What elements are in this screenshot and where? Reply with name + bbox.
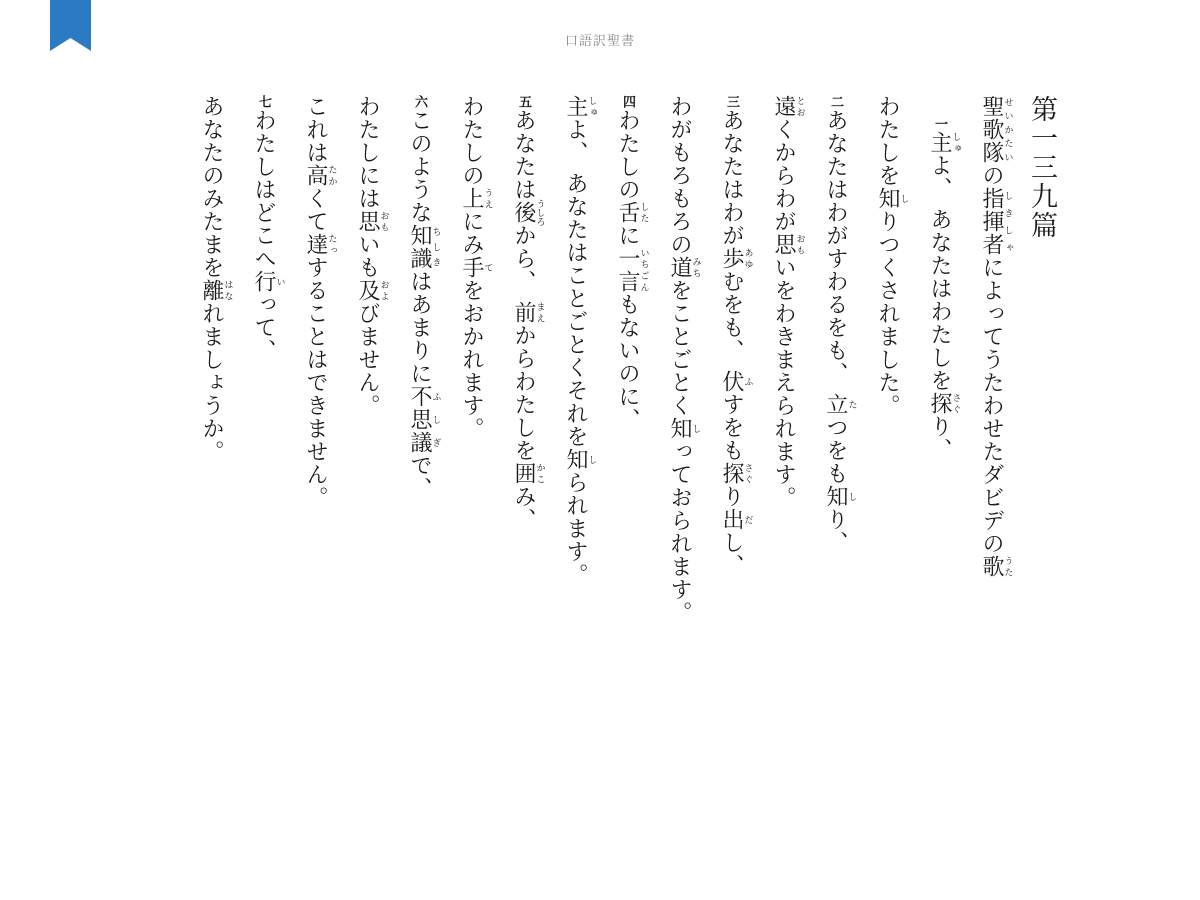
ruby-base: 探	[719, 462, 744, 485]
ruby-word	[511, 301, 545, 324]
text-run: あなたのみたまを	[199, 95, 224, 279]
ruby-word	[511, 199, 545, 226]
text-run: よ、 あなたはことごとくそれを	[563, 118, 588, 448]
furigana: い	[274, 270, 285, 293]
text-run: わたしはどこへ	[251, 109, 276, 270]
text-run: をことごとく	[667, 279, 692, 417]
ruby-base: 思	[355, 210, 380, 233]
text-run: によってうたわせたダビデの	[979, 256, 1004, 555]
ruby-word	[563, 95, 597, 118]
text-run: むをも、	[719, 270, 744, 370]
verse-line	[705, 95, 757, 815]
ruby-word	[719, 247, 753, 270]
text-run: わたしには	[355, 95, 380, 210]
furigana: し	[846, 485, 857, 508]
text-run: れましょうか。	[199, 302, 224, 463]
furigana: おも	[794, 233, 805, 256]
furigana: て	[482, 256, 493, 279]
text-run: びません。	[355, 302, 380, 417]
furigana: ちしき	[430, 224, 441, 270]
text-run: つをも	[823, 416, 848, 485]
ruby-word	[251, 270, 285, 293]
text-run: はあまりに	[407, 270, 432, 385]
furigana: ふしぎ	[430, 385, 441, 454]
verse-line	[185, 95, 237, 815]
verse-line	[445, 95, 497, 815]
ruby-word	[667, 417, 701, 440]
verse-line	[393, 95, 445, 815]
furigana: たっ	[326, 233, 337, 256]
furigana: うた	[1002, 555, 1013, 578]
furigana: たか	[326, 164, 337, 187]
ruby-word	[823, 485, 857, 508]
ruby-base: 思	[771, 233, 796, 256]
ruby-base: 及	[355, 279, 380, 302]
ruby-base: 不思議	[407, 385, 432, 454]
ruby-base: 聖歌隊	[979, 95, 1004, 164]
verse-line	[237, 95, 289, 815]
furigana: いちごん	[638, 247, 649, 293]
ruby-base: 主	[563, 95, 588, 118]
verse-line	[861, 95, 913, 815]
ruby-word	[355, 210, 389, 233]
ruby-base: 立	[823, 393, 848, 416]
verse-line	[757, 95, 809, 815]
furigana: た	[846, 393, 857, 416]
verse-line	[289, 95, 341, 815]
ruby-base: 探	[927, 392, 952, 415]
text-run: み、	[511, 485, 536, 531]
ruby-base: 指揮者	[979, 187, 1004, 256]
furigana: さぐ	[950, 392, 961, 415]
ruby-base: 歩	[719, 247, 744, 270]
text-run: もないのに、	[615, 293, 640, 431]
verse-line	[601, 95, 653, 815]
text-run: することはできません。	[303, 256, 328, 509]
furigana: し	[898, 187, 909, 210]
furigana: とお	[794, 95, 805, 118]
verse-number: 七	[256, 95, 271, 109]
book-title: 口語訳聖書	[564, 34, 635, 49]
verse-number: 一	[932, 117, 947, 131]
ruby-base: 達	[303, 233, 328, 256]
verse-number: 四	[620, 95, 635, 109]
furigana: かこ	[534, 462, 545, 485]
verse-line	[341, 95, 393, 815]
text-run: わがもろもろの	[667, 95, 692, 256]
ruby-base: 手	[459, 256, 484, 279]
ruby-base: 遠	[771, 95, 796, 118]
text-run: っておられます。	[667, 440, 692, 624]
ruby-word	[927, 131, 961, 154]
ruby-base: 知	[667, 417, 692, 440]
ruby-word	[771, 95, 805, 118]
text-run: って、	[251, 293, 276, 362]
text-run: このような	[407, 109, 432, 224]
text-run: よ、 あなたはわたしを	[927, 154, 952, 392]
text-run: に	[615, 224, 640, 247]
text-run: あなたはわがすわるをも、	[823, 109, 848, 393]
furigana: しきしゃ	[1002, 187, 1013, 256]
ruby-base: 歌	[979, 555, 1004, 578]
verse-line	[549, 95, 601, 815]
ruby-word	[459, 187, 493, 210]
chapter-superscription	[965, 95, 1017, 815]
text-run: の	[979, 164, 1004, 187]
chapter-title: 第一三九篇	[1026, 95, 1057, 240]
ruby-word	[771, 233, 805, 256]
ruby-base: 伏	[719, 370, 744, 393]
ruby-base: 舌	[615, 201, 640, 224]
verse-number: 六	[412, 95, 427, 109]
furigana: うしろ	[534, 199, 545, 226]
ruby-word	[979, 187, 1013, 256]
text-run: にみ	[459, 210, 484, 256]
ruby-base: 知識	[407, 224, 432, 270]
ruby-word	[407, 385, 441, 454]
furigana: おも	[378, 210, 389, 233]
verse-line	[913, 117, 965, 815]
text-run: り	[719, 485, 744, 508]
ruby-word	[667, 256, 701, 279]
ruby-word	[979, 555, 1013, 578]
text-run: し、	[719, 531, 744, 577]
ruby-word	[719, 462, 753, 485]
text-run: わたしの	[459, 95, 484, 187]
furigana: およ	[378, 279, 389, 302]
text-run: り、	[927, 415, 952, 461]
ruby-word	[823, 393, 857, 416]
ruby-base: 囲	[511, 462, 536, 485]
verse-line	[653, 95, 705, 815]
ruby-word	[303, 164, 337, 187]
ruby-word	[303, 233, 337, 256]
ruby-word	[927, 392, 961, 415]
ruby-word	[615, 247, 649, 293]
ruby-base: 主	[927, 131, 952, 154]
text-run: すをも	[719, 393, 744, 462]
text-run: をおかれます。	[459, 279, 484, 440]
text-run: わたしを	[875, 95, 900, 187]
text-run: り、	[823, 508, 848, 554]
ruby-word	[875, 187, 909, 210]
furigana: はな	[222, 279, 233, 302]
text-run: りつくされました。	[875, 210, 900, 417]
furigana: まえ	[534, 301, 545, 324]
verse-list	[185, 95, 965, 815]
verse-line	[497, 95, 549, 815]
furigana: あゆ	[742, 247, 753, 270]
verse-line	[809, 95, 861, 815]
ruby-base: 一言	[615, 247, 640, 293]
ruby-word	[563, 448, 597, 471]
ruby-word	[719, 370, 753, 393]
ruby-word	[355, 279, 389, 302]
text-run: で、	[407, 454, 432, 500]
verse-number: 二	[828, 95, 843, 109]
ruby-base: 出	[719, 508, 744, 531]
ruby-word	[979, 95, 1013, 164]
furigana: しゅ	[950, 131, 961, 154]
furigana: だ	[742, 508, 753, 531]
text-run: られます。	[563, 471, 588, 586]
ruby-word	[511, 462, 545, 485]
furigana: ふ	[742, 370, 753, 393]
text-run: あなたはわが	[719, 109, 744, 247]
furigana: せいかたい	[1002, 95, 1013, 164]
ruby-base: 知	[563, 448, 588, 471]
ruby-word	[615, 201, 649, 224]
verse-number: 三	[724, 95, 739, 109]
furigana: みち	[690, 256, 701, 279]
furigana: さぐ	[742, 462, 753, 485]
ruby-word	[459, 256, 493, 279]
ruby-word	[407, 224, 441, 270]
text-run: あなたは	[511, 109, 536, 201]
ruby-word	[199, 279, 233, 302]
text-run: くからわが	[771, 118, 796, 233]
verse-number: 五	[516, 95, 531, 109]
text-run: から、	[511, 224, 536, 301]
furigana: し	[586, 448, 597, 471]
furigana: した	[638, 201, 649, 224]
furigana: うえ	[482, 187, 493, 210]
ruby-base: 行	[251, 270, 276, 293]
text-run: いをわきまえられます。	[771, 256, 796, 509]
text-run: からわたしを	[511, 324, 536, 462]
text-run: これは	[303, 95, 328, 164]
text-run: くて	[303, 187, 328, 233]
ruby-base: 前	[511, 301, 536, 324]
scripture-text	[105, 95, 1065, 815]
ruby-word	[719, 508, 753, 531]
furigana: し	[690, 417, 701, 440]
ruby-base: 後	[511, 199, 536, 226]
ruby-base: 知	[875, 187, 900, 210]
ruby-base: 離	[199, 279, 224, 302]
ruby-base: 上	[459, 187, 484, 210]
ruby-base: 知	[823, 485, 848, 508]
text-run: いも	[355, 233, 380, 279]
ruby-base: 道	[667, 256, 692, 279]
ruby-base: 高	[303, 164, 328, 187]
text-run: わたしの	[615, 109, 640, 201]
furigana: しゅ	[586, 95, 597, 118]
